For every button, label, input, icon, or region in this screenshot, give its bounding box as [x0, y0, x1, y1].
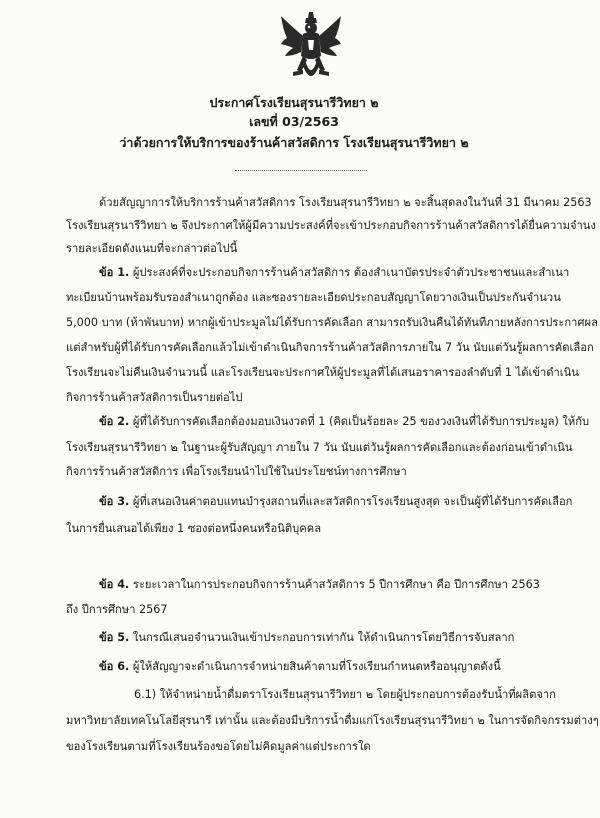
clause-4-line-1	[99, 578, 540, 592]
clause-2-text: ผู้ที่ได้รับการคัดเลือกต้องมอบเงินงวดที่ 1 (คิดเป็นร้อยละ 25 ของวงเงินที่ได้รับการประมูล) ให้กับ	[129, 415, 590, 428]
announcement-number: เลขที่ 03/2563	[249, 114, 339, 129]
clause-3-text: ผู้ที่เสนอเงินค่าตอบแทนบำรุงสถานที่และสวัสดิการโรงเรียนสูงสุด จะเป็นผู้ที่ได้รับการคัดเลือก	[129, 495, 573, 508]
clause-6-1-line-2: มหาวิทยาลัยเทคโนโลยีสุรนารี เท่านั้น และต้องมีบริการน้ำดื่มแก่โรงเรียนสุรนารีวิทยา ๒ ในการจัดกิจกรรมต่างๆ	[66, 714, 599, 727]
clause-6-line-1	[99, 660, 501, 674]
clause-1-line-3: 5,000 บาท (ห้าพันบาท) หากผู้เข้าประมูลไม่ได้รับการคัดเลือก สามารถรับเงินคืนได้ทันทีภายหลังการประกาศผล	[66, 316, 598, 329]
clause-2-label: ข้อ 2.	[99, 415, 130, 428]
clause-4-text: ระยะเวลาในการประกอบกิจการร้านค้าสวัสดิการ 5 ปีการศึกษา คือ ปีการศึกษา 2563	[129, 578, 540, 591]
clause-1-line-1	[99, 266, 569, 280]
clause-4-line-2: ถึง ปีการศึกษา 2567	[66, 603, 168, 616]
intro-line-2: โรงเรียนสุรนารีวิทยา ๒ จึงประกาศให้ผู้มีความประสงค์ที่จะเข้าประกอบกิจการร้านค้าสวัสดิการได้ยื่นความจำนง	[66, 219, 596, 232]
clause-6-text: ผู้ให้สัญญาจะดำเนินการจำหน่ายสินค้าตามที่โรงเรียนกำหนดหรืออนุญาตดังนี้	[129, 660, 501, 673]
clause-5-text: ในกรณีเสนอจำนวนเงินเข้าประกอบการเท่ากัน ให้ดำเนินการโดยวิธีการจับสลาก	[129, 631, 515, 644]
clause-3-label: ข้อ 3.	[99, 495, 130, 508]
clause-6-1-line-3: ของโรงเรียนตามที่โรงเรียนร้องขอโดยไม่คิดมูลค่าแต่ประการใด	[66, 740, 371, 753]
clause-3-line-1	[99, 495, 572, 509]
clause-1-label: ข้อ 1.	[99, 266, 130, 279]
intro-line-1: ด้วยสัญญาการให้บริการร้านค้าสวัสดิการ โรงเรียนสุรนารีวิทยา ๒ จะสิ้นสุดลงในวันที่ 31 มีนาคม 2563	[99, 196, 592, 209]
announcement-title: ประกาศโรงเรียนสุรนารีวิทยา ๒	[209, 95, 379, 110]
clause-6-label: ข้อ 6.	[99, 660, 130, 673]
clause-1-line-4: แต่สำหรับผู้ที่ได้รับการคัดเลือกแล้วไม่เข้าดำเนินกิจการร้านค้าสวัสดิการภายใน 7 วัน นับแต่วันรู้ผลการคัดเลือก	[66, 341, 594, 354]
clause-1-line-6: กิจการร้านค้าสวัสดิการเป็นรายต่อไป	[66, 391, 243, 404]
clause-2-line-1	[99, 415, 589, 429]
clause-5-label: ข้อ 5.	[99, 631, 130, 644]
clause-3-line-2: ในการยื่นเสนอได้เพียง 1 ซองต่อหนึ่งคนหรือนิติบุคคล	[66, 522, 322, 535]
garuda-emblem-icon	[279, 10, 343, 86]
clause-1-text: ผู้ประสงค์ที่จะประกอบกิจการร้านค้าสวัสดิการ ต้องสำเนาบัตรประจำตัวประชาชนและสำเนา	[129, 266, 570, 279]
title-divider	[235, 170, 367, 171]
announcement-subject: ว่าด้วยการให้บริการของร้านค้าสวัสดิการ โรงเรียนสุรนารีวิทยา ๒	[119, 135, 469, 150]
clause-5-line-1	[99, 631, 514, 645]
clause-1-line-2: ทะเบียนบ้านพร้อมรับรองสำเนาถูกต้อง และซองรายละเอียดประกอบสัญญาโดยวางเงินเป็นประกันจำนวน	[66, 291, 561, 304]
clause-1-line-5: โรงเรียนจะไม่คืนเงินจำนวนนี้ และโรงเรียนจะประกาศให้ผู้ประมูลที่ได้เสนอราคารองลำดับที่ 1 ได้เข้าดำเนิน	[66, 366, 579, 379]
clause-2-line-3: กิจการร้านค้าสวัสดิการ เพื่อโรงเรียนนำไปใช้ในประโยชน์ทางการศึกษา	[66, 465, 407, 478]
intro-line-3: รายละเอียดดังแนบที่จะกล่าวต่อไปนี้	[66, 242, 238, 255]
clause-4-label: ข้อ 4.	[99, 578, 130, 591]
clause-6-1-line-1: 6.1) ให้จำหน่ายน้ำดื่มตราโรงเรียนสุรนารีวิทยา ๒ โดยผู้ประกอบการต้องรับน้ำที่ผลิตจาก	[134, 688, 556, 701]
clause-2-line-2: โรงเรียนสุรนารีวิทยา ๒ ในฐานะผู้รับสัญญา ภายใน 7 วัน นับแต่วันรู้ผลการคัดเลือกและต้องก่อนเข้าดำเนิน	[66, 441, 573, 454]
